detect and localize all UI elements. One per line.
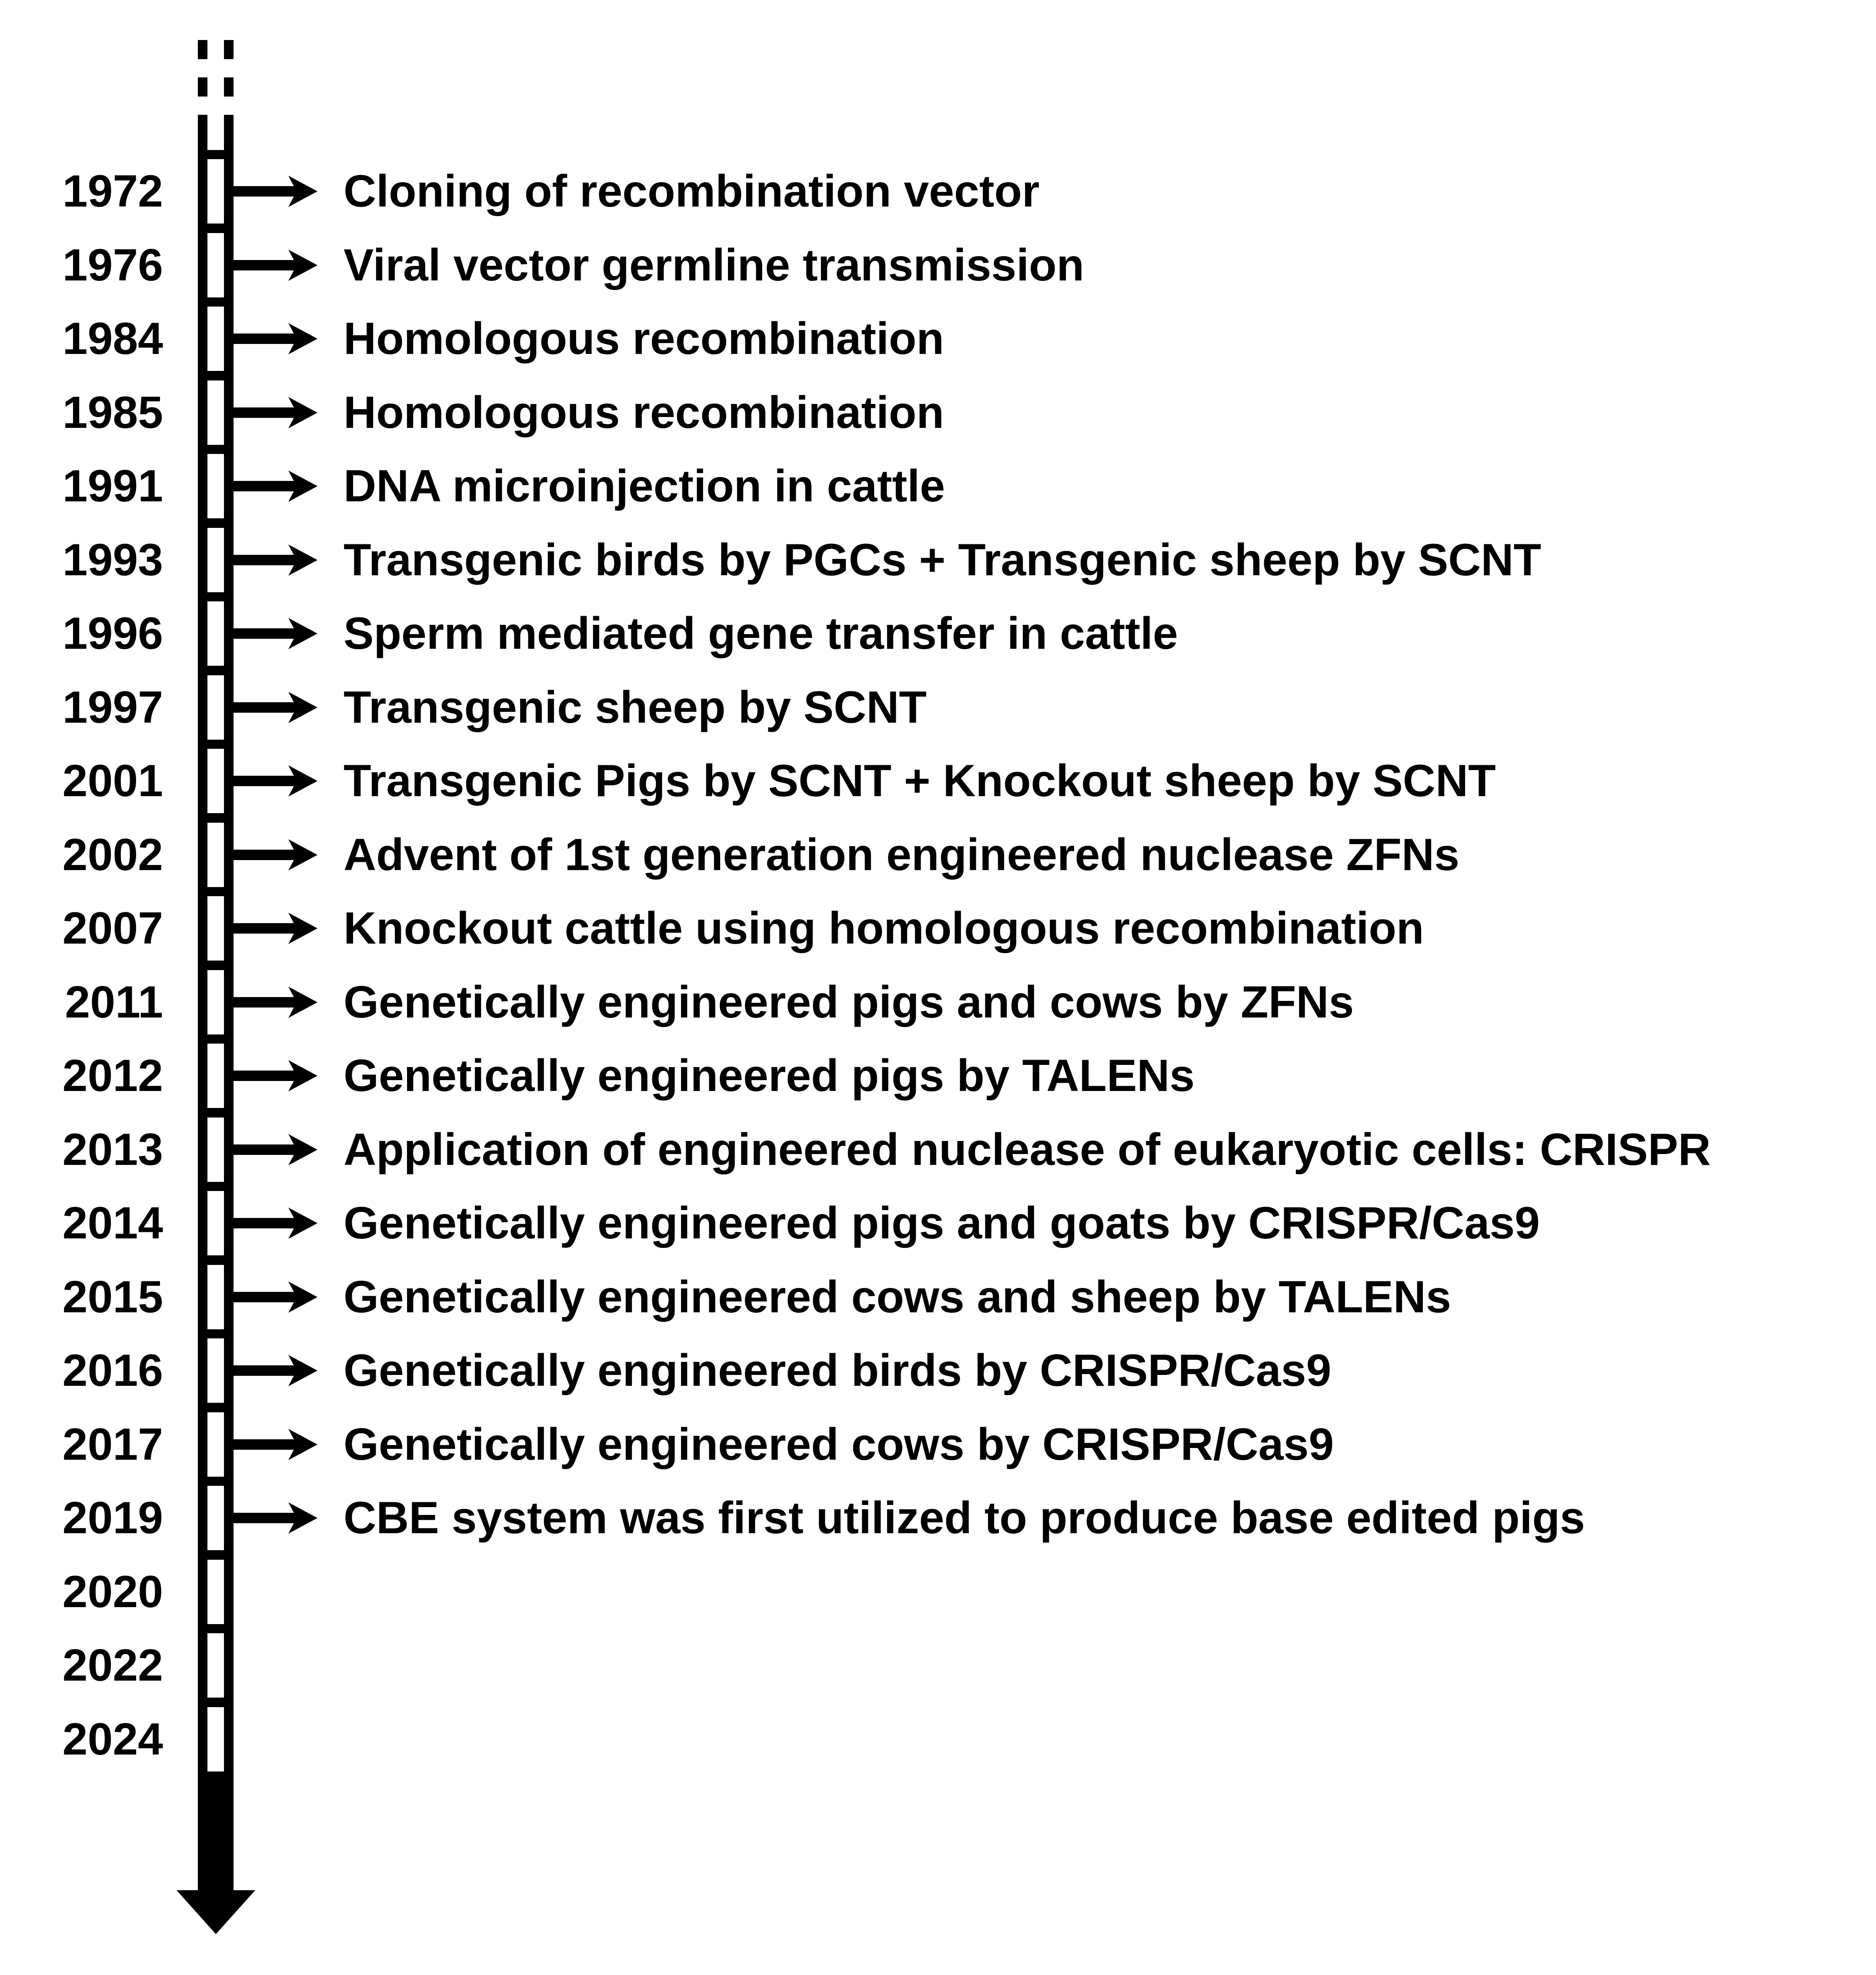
year-cell	[207, 528, 224, 592]
event-label: CBE system was first utilized to produce base edited pigs	[344, 1493, 1585, 1543]
year-label: 1985	[62, 387, 163, 438]
right-arrow-icon	[234, 1281, 317, 1313]
year-label: 2011	[65, 977, 163, 1028]
year-cell	[207, 675, 224, 740]
year-label: 2015	[62, 1271, 163, 1322]
right-arrow-icon	[234, 913, 317, 944]
right-arrow-icon	[234, 618, 317, 649]
year-cell	[207, 1560, 224, 1624]
timeline-row	[0, 744, 1876, 817]
right-arrow-icon	[234, 1355, 317, 1386]
dashed-break-icon	[198, 40, 207, 59]
event-label: Genetically engineered pigs by TALENs	[344, 1051, 1195, 1101]
right-arrow-icon	[234, 470, 317, 502]
event-label: Genetically engineered birds by CRISPR/Cas9	[344, 1345, 1332, 1396]
year-cell	[207, 749, 224, 813]
year-cell	[207, 1118, 224, 1182]
year-label: 1993	[62, 534, 163, 585]
year-cell	[207, 380, 224, 445]
year-cell	[207, 1338, 224, 1403]
year-cell	[207, 159, 224, 224]
right-arrow-icon	[234, 1429, 317, 1460]
timeline-row	[0, 1408, 1876, 1481]
right-arrow-icon	[234, 1060, 317, 1091]
event-label: Homologous recombination	[344, 314, 944, 364]
event-label: Application of engineered nuclease of eukaryotic cells: CRISPR	[344, 1124, 1711, 1175]
timeline-row	[0, 524, 1876, 597]
year-label: 1972	[62, 166, 163, 217]
event-label: Cloning of recombination vector	[344, 166, 1040, 217]
year-label: 2024	[62, 1714, 163, 1765]
year-cell	[207, 1191, 224, 1255]
event-label: Transgenic Pigs by SCNT + Knockout sheep by SCNT	[344, 756, 1496, 806]
right-arrow-icon	[234, 250, 317, 281]
year-label: 1997	[62, 682, 163, 733]
event-label: Transgenic sheep by SCNT	[344, 682, 927, 733]
year-cell	[207, 1707, 224, 1771]
timeline-row	[0, 1555, 1876, 1628]
year-label: 2001	[62, 756, 163, 806]
timeline-row	[0, 818, 1876, 891]
year-cell	[207, 601, 224, 666]
event-label: Homologous recombination	[344, 387, 944, 438]
timeline-row	[0, 966, 1876, 1039]
right-arrow-icon	[234, 176, 317, 207]
timeline-row	[0, 1703, 1876, 1776]
event-label: Viral vector germline transmission	[344, 240, 1085, 290]
timeline-row	[0, 302, 1876, 375]
right-arrow-icon	[234, 1208, 317, 1239]
year-cell	[207, 233, 224, 297]
year-cell	[207, 1486, 224, 1550]
timeline-row	[0, 450, 1876, 523]
year-label: 2020	[62, 1566, 163, 1617]
event-label: Transgenic birds by PGCs + Transgenic sheep by SCNT	[344, 534, 1541, 585]
event-label: Genetically engineered cows and sheep by TALENs	[344, 1271, 1451, 1322]
timeline-row	[0, 892, 1876, 965]
right-arrow-icon	[234, 397, 317, 428]
year-cell	[207, 1633, 224, 1698]
dashed-break-icon	[224, 77, 234, 97]
year-cell	[207, 823, 224, 887]
axis-top-cell	[207, 115, 224, 150]
year-cell	[207, 1044, 224, 1108]
timeline-row	[0, 229, 1876, 302]
timeline-row	[0, 1481, 1876, 1555]
year-label: 2017	[62, 1419, 163, 1470]
year-cell	[207, 1265, 224, 1329]
year-label: 1976	[62, 240, 163, 290]
year-label: 1991	[62, 461, 163, 511]
year-label: 2022	[62, 1640, 163, 1691]
event-label: Genetically engineered pigs and cows by ZFNs	[344, 977, 1354, 1028]
year-cell	[207, 970, 224, 1034]
year-label: 2014	[62, 1198, 163, 1248]
timeline-row	[0, 597, 1876, 670]
down-arrow-icon	[177, 1890, 255, 1934]
year-cell	[207, 896, 224, 961]
event-label: Genetically engineered pigs and goats by CRISPR/Cas9	[344, 1198, 1540, 1248]
timeline-row	[0, 1039, 1876, 1112]
event-label: Advent of 1st generation engineered nuclease ZFNs	[344, 829, 1459, 880]
year-cell	[207, 454, 224, 518]
timeline-row	[0, 1187, 1876, 1260]
year-label: 2012	[62, 1051, 163, 1101]
right-arrow-icon	[234, 765, 317, 797]
timeline-row	[0, 671, 1876, 744]
right-arrow-icon	[234, 987, 317, 1018]
timeline-row	[0, 155, 1876, 228]
right-arrow-icon	[234, 323, 317, 354]
dashed-break-icon	[224, 40, 234, 59]
event-label: Sperm mediated gene transfer in cattle	[344, 608, 1178, 659]
year-label: 2019	[62, 1493, 163, 1543]
year-cell	[207, 307, 224, 371]
event-label: Genetically engineered cows by CRISPR/Cas9	[344, 1419, 1334, 1470]
timeline-row	[0, 376, 1876, 449]
right-arrow-icon	[234, 1502, 317, 1534]
year-label: 1996	[62, 608, 163, 659]
event-label: Knockout cattle using homologous recombination	[344, 903, 1424, 954]
right-arrow-icon	[234, 1134, 317, 1165]
year-label: 2007	[62, 903, 163, 954]
timeline-row	[0, 1629, 1876, 1702]
year-cell	[207, 1412, 224, 1477]
year-label: 2013	[62, 1124, 163, 1175]
right-arrow-icon	[234, 692, 317, 723]
right-arrow-icon	[234, 839, 317, 871]
timeline-row	[0, 1261, 1876, 1334]
timeline-row	[0, 1113, 1876, 1186]
year-label: 2002	[62, 829, 163, 880]
event-label: DNA microinjection in cattle	[344, 461, 945, 511]
year-label: 1984	[62, 314, 163, 364]
year-label: 2016	[62, 1345, 163, 1396]
dashed-break-icon	[198, 77, 207, 97]
timeline-row	[0, 1334, 1876, 1407]
right-arrow-icon	[234, 544, 317, 576]
